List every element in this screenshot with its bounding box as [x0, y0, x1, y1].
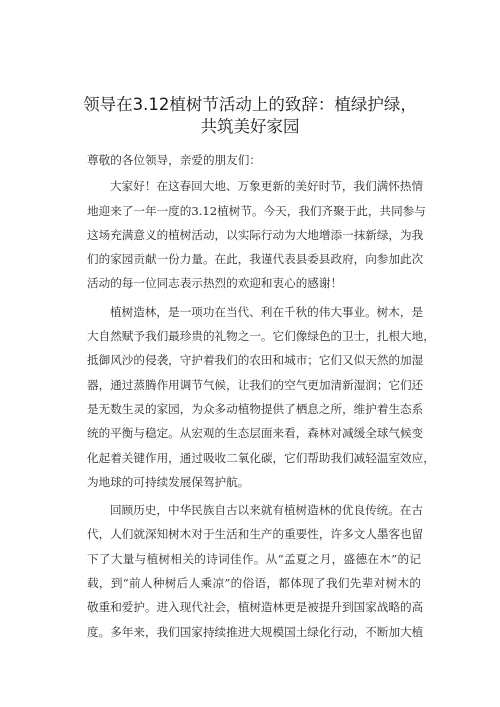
- paragraph-1: [87, 174, 426, 295]
- paragraph-line: 植树造林，是一项功在当代、利在千秋的伟大事业。树木，是: [110, 304, 424, 319]
- paragraph-3: [87, 498, 424, 644]
- document-title-line-1: 领导在3.12植树节活动上的致辞：植绿护绿，: [83, 95, 417, 114]
- document-body: [87, 148, 435, 644]
- paragraph-line: 代，人们就深知树木对于生活和生产的重要性，许多文人墨客也留: [87, 527, 424, 542]
- document-title-line-2: 共筑美好家园: [200, 117, 300, 136]
- paragraph-line: 度。多年来，我们国家持续推进大规模国土绿化行动，不断加大植: [87, 624, 424, 639]
- paragraph-line: 敬重和爱护。进入现代社会，植树造林更是被提升到国家战略的高: [87, 600, 424, 615]
- paragraph-line: 为地球的可持续发展保驾护航。: [87, 474, 250, 489]
- paragraph-line: 抵御风沙的侵袭，守护着我们的农田和城市；它们又似天然的加湿: [87, 353, 424, 368]
- paragraph-line: 是无数生灵的家园，为众多动植物提供了栖息之所，维护着生态系: [87, 401, 424, 416]
- paragraph-line: 化起着关键作用，通过吸收二氧化碳，它们帮助我们减轻温室效应，: [87, 450, 435, 465]
- paragraph-line: 们的家园贡献一份力量。在此，我谨代表县委县政府，向参加此次: [87, 252, 424, 267]
- paragraph-line: 活动的每一位同志表示热烈的欢迎和衷心的感谢！: [87, 276, 343, 291]
- paragraph-line: 大家好！在这春回大地、万象更新的美好时节，我们满怀热情: [110, 179, 424, 194]
- paragraph-line: 下了大量与植树相关的诗词佳作。从“孟夏之月，盛德在木”的记: [87, 551, 421, 566]
- salutation: 尊敬的各位领导，亲爱的朋友们：: [87, 153, 261, 167]
- paragraph-2: [87, 300, 435, 494]
- paragraph-line: 回顾历史，中华民族自古以来就有植树造林的优良传统。在古: [110, 503, 424, 518]
- paragraph-line: 器，通过蒸腾作用调节气候，让我们的空气更加清新湿润；它们还: [87, 377, 424, 392]
- paragraph-line: 大自然赋予我们最珍贵的礼物之一。它们像绿色的卫士，扎根大地，: [87, 329, 435, 344]
- paragraph-line: 载，到“前人种树后人乘凉”的俗语，都体现了我们先辈对树木的: [87, 576, 421, 591]
- paragraph-line: 统的平衡与稳定。从宏观的生态层面来看，森林对减缓全球气候变: [87, 426, 424, 441]
- paragraph-line: 地迎来了一年一度的3.12植树节。今天，我们齐聚于此，共同参与: [87, 203, 426, 218]
- paragraph-line: 这场充满意义的植树活动，以实际行动为大地增添一抹新绿，为我: [87, 227, 424, 242]
